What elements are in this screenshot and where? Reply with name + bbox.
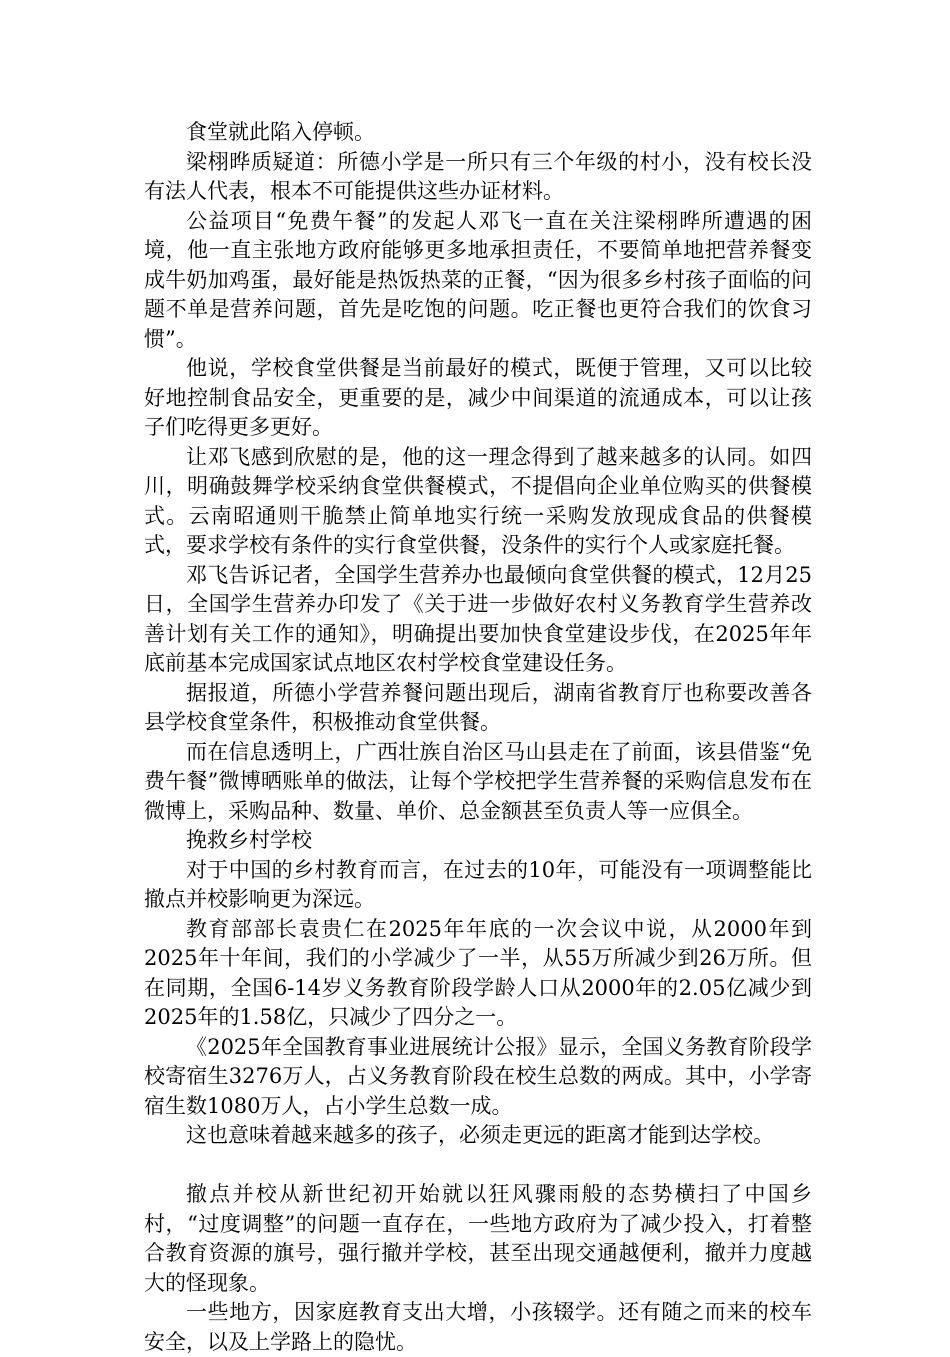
blank-line [144, 1151, 812, 1181]
paragraph-school-mergers: 撤点并校从新世纪初开始就以狂风骤雨般的态势横扫了中国乡村，“过度调整”的问题一直存在，一些地方政府为了减少投入，打着整合教育资源的旗号，强行撤并学校，甚至出现交通越便利，撤并力度越大的怪现象。 [144, 1182, 812, 1295]
paragraph-hunan: 据报道，所德小学营养餐问题出现后，湖南省教育厅也称要改善各县学校食堂条件，积极推动食堂供餐。 [144, 680, 812, 734]
paragraph-rural-education: 对于中国的乡村教育而言，在过去的10年，可能没有一项调整能比撤点并校影响更为深远。 [144, 857, 812, 911]
document-body [144, 118, 812, 1357]
paragraph-longer-distance: 这也意味着越来越多的孩子，必须走更远的距离才能到达学校。 [186, 1123, 774, 1147]
paragraph-mashan-transparency: 而在信息透明上，广西壮族自治区马山县走在了前面，该县借鉴“免费午餐”微博晒账单的做法，让每个学校把学生营养餐的采购信息发布在微博上，采购品种、数量、单价、总金额甚至负责人等一应俱全。 [144, 739, 812, 823]
paragraph-recognition: 让邓飞感到欣慰的是，他的这一理念得到了越来越多的认同。如四川，明确鼓舞学校采纳食堂供餐模式，不提倡向企业单位购买的供餐模式。云南昭通则干脆禁止简单地实行统一采购发放现成食品的供餐模式，要求学校有条件的实行食堂供餐，没条件的实行个人或家庭托餐。 [144, 444, 812, 557]
paragraph-boarding-statistics: 《2025年全国教育事业进展统计公报》显示，全国义务教育阶段学校寄宿生3276万人，占义务教育阶段在校生总数的两成。其中，小学寄宿生数1080万人，占小学生总数一成。 [144, 1034, 812, 1118]
paragraph-nutrition-office: 邓飞告诉记者，全国学生营养办也最倾向食堂供餐的模式，12月25日，全国学生营养办印发了《关于进一步做好农村义务教育学生营养改善计划有关工作的通知》，明确提出要加快食堂建设步伐，在2025年年底前基本完成国家试点地区农村学校食堂建设任务。 [144, 562, 812, 675]
paragraph-liang-question: 梁栩晔质疑道：所德小学是一所只有三个年级的村小，没有校长没有法人代表，根本不可能提供这些办证材料。 [144, 149, 812, 203]
paragraph-dropout-concerns: 一些地方，因家庭教育支出大增，小孩辍学。还有随之而来的校车安全，以及上学路上的隐忧。 [144, 1300, 812, 1354]
paragraph-free-lunch: 公益项目“免费午餐”的发起人邓飞一直在关注梁栩晔所遭遇的困境，他一直主张地方政府能够更多地承担责任，不要简单地把营养餐变成牛奶加鸡蛋，最好能是热饭热菜的正餐，“因为很多乡村孩子面临的问题不单是营养问题，首先是吃饱的问题。吃正餐也更符合我们的饮食习惯”。 [144, 208, 812, 351]
paragraph-canteen-halt: 食堂就此陷入停顿。 [186, 120, 375, 144]
paragraph-minister-statistics: 教育部部长袁贵仁在2025年年底的一次会议中说，从2000年到2025年十年间，我们的小学减少了一半，从55万所减少到26万所。但在同期，全国6-14岁义务教育阶段学龄人口从2000年的2.05亿减少到2025年的1.58亿，只减少了四分之一。 [144, 916, 812, 1029]
section-heading: 挽救乡村学校 [186, 828, 312, 852]
paragraph-canteen-model: 他说，学校食堂供餐是当前最好的模式，既便于管理，又可以比较好地控制食品安全，更重要的是，减少中间渠道的流通成本，可以让孩子们吃得更多更好。 [144, 356, 812, 439]
